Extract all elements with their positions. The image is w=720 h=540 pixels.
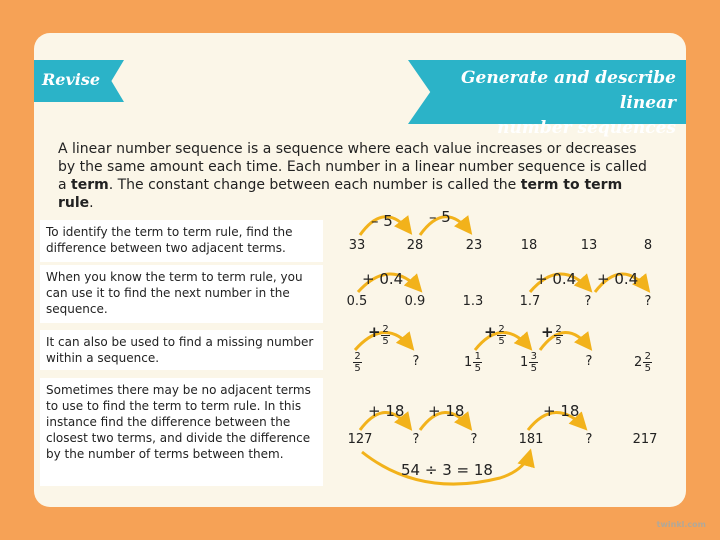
seq3-term-2: ?	[412, 354, 420, 369]
rule-label-row2-1: + 0.4	[362, 270, 404, 288]
rule-frac-row3-2	[497, 324, 506, 347]
seq2-term-2: 0.9	[404, 294, 426, 309]
seq2-term-3: 1.3	[462, 294, 484, 309]
tip-box-identify: To identify the term to term rule, find the difference between two adjacent terms.	[40, 220, 323, 262]
intro-part1: A linear number sequence is a sequence where each value increases or decreases by the same amount each time. Each number in a linear number sequence is called a	[58, 141, 647, 193]
seq1-term-4: 18	[520, 238, 538, 253]
seq2-term-1: 0.5	[346, 294, 368, 309]
seq3-term-6-num: 2	[644, 351, 651, 362]
rule-frac-num: 2	[555, 324, 562, 335]
seq3-term-1-num: 2	[354, 351, 361, 362]
seq1-term-2: 28	[406, 238, 424, 253]
seq3-term-3-frac	[473, 351, 482, 374]
seq3-term-4-frac	[529, 351, 538, 374]
page-title-line1: Generate and describe linear	[461, 68, 676, 113]
rule-label-row4-1: + 18	[368, 402, 405, 420]
seq4-term-1: 127	[347, 432, 373, 447]
rule-frac-row3-3	[554, 324, 563, 347]
seq3-term-4-whole: 1	[520, 355, 529, 370]
seq1-term-6: 8	[643, 238, 653, 253]
seq1-term-3: 23	[465, 238, 483, 253]
rule-label-row1-1: – 5	[371, 212, 393, 230]
seq2-term-5: ?	[584, 294, 592, 309]
rule-frac-den: 5	[498, 336, 505, 347]
seq3-term-1	[353, 351, 362, 374]
intro-part3: .	[89, 195, 94, 211]
seq3-term-6	[634, 351, 652, 374]
seq3-term-3	[464, 351, 482, 374]
seq4-term-5: ?	[585, 432, 593, 447]
rule-label-row2-3: + 0.4	[597, 270, 639, 288]
seq2-term-4: 1.7	[519, 294, 541, 309]
seq3-term-6-den: 5	[644, 363, 651, 374]
intro-term-to-term: term to term rule	[58, 177, 623, 211]
rule-plus-row3-2: +	[484, 323, 497, 341]
seq3-term-4-num: 3	[530, 351, 537, 362]
rule-frac-den: 5	[555, 336, 562, 347]
calculation-label: 54 ÷ 3 = 18	[401, 461, 493, 479]
rule-label-row2-2: + 0.4	[535, 270, 577, 288]
seq1-term-5: 13	[580, 238, 598, 253]
rule-plus-row3-1: +	[368, 323, 381, 341]
seq1-term-1: 33	[348, 238, 366, 253]
rule-frac-den: 5	[382, 336, 389, 347]
seq3-term-4	[520, 351, 538, 374]
seq4-term-3: ?	[470, 432, 478, 447]
rule-frac-num: 2	[498, 324, 505, 335]
intro-term: term	[71, 177, 109, 193]
seq4-term-4: 181	[518, 432, 544, 447]
rule-plus-row3-3: +	[541, 323, 554, 341]
rule-label-row1-2: – 5	[429, 208, 451, 226]
revise-label: Revise	[42, 70, 101, 89]
seq3-term-6-frac	[643, 351, 652, 374]
seq4-term-2: ?	[412, 432, 420, 447]
seq4-term-6: 217	[632, 432, 658, 447]
seq3-term-5: ?	[585, 354, 593, 369]
seq3-term-3-whole: 1	[464, 355, 473, 370]
seq3-term-6-whole: 2	[634, 355, 643, 370]
seq2-term-6: ?	[644, 294, 652, 309]
twinkl-watermark: twinkl.com	[656, 520, 706, 529]
tip-box-no-adjacent: Sometimes there may be no adjacent terms to use to find the term to term rule. In this instance find the difference between the closest two terms, and divide the difference by the number of terms between them.	[40, 378, 323, 486]
tip-box-next-number: When you know the term to term rule, you can use it to find the next number in the sequence.	[40, 265, 323, 323]
rule-frac-row3-1	[381, 324, 390, 347]
intro-part2: . The constant change between each number is called the	[108, 177, 521, 193]
seq3-term-3-num: 1	[474, 351, 481, 362]
seq3-term-4-den: 5	[530, 363, 537, 374]
seq3-term-3-den: 5	[474, 363, 481, 374]
tip-box-missing-number: It can also be used to find a missing number within a sequence.	[40, 330, 323, 370]
page-title-line2: number sequences	[497, 118, 676, 138]
rule-label-row4-3: + 18	[543, 402, 580, 420]
rule-frac-num: 2	[382, 324, 389, 335]
seq3-term-1-den: 5	[354, 363, 361, 374]
rule-label-row4-2: + 18	[428, 402, 465, 420]
